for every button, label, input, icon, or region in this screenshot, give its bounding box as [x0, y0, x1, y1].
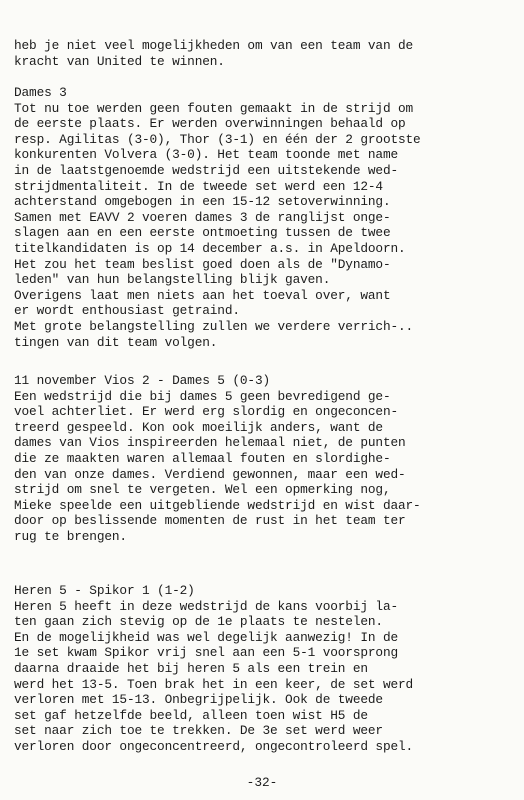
- text-line: Het zou het team beslist goed doen als de "Dynamo-: [14, 256, 391, 272]
- text-line: Heren 5 heeft in deze wedstrijd de kans voorbij la-: [14, 598, 398, 614]
- section-heading: Heren 5 - Spikor 1 (1-2): [14, 583, 195, 598]
- text-line: achterstand omgebogen in een 15-12 setoverwinning.: [14, 194, 391, 210]
- text-line: leden" van hun belangstelling blijk gaven.: [14, 272, 331, 288]
- text-line: Samen met EAVV 2 voeren dames 3 de ranglijst onge-: [14, 209, 391, 225]
- section-heading: Dames 3: [14, 85, 67, 100]
- text-line: kracht van United te winnen.: [14, 53, 225, 69]
- text-line: Tot nu toe werden geen fouten gemaakt in de strijd om: [14, 100, 414, 116]
- text-line: rug te brengen.: [14, 528, 127, 544]
- text-line: En de mogelijkheid was wel degelijk aanwezig! In de: [14, 629, 398, 645]
- text-line: Mieke speelde een uitgebliende wedstrijd en wist daar-: [14, 497, 421, 513]
- text-line: set gaf hetzelfde beeld, alleen toen wist H5 de: [14, 707, 368, 723]
- text-line: set naar zich toe te trekken. De 3e set werd weer: [14, 723, 383, 739]
- section-heading: 11 november Vios 2 - Dames 5 (0-3): [14, 373, 270, 388]
- text-line: de eerste plaats. Er werden overwinningen behaald op: [14, 116, 406, 132]
- text-line: slagen aan en een eerste ontmoeting tussen de twee: [14, 225, 391, 241]
- text-line: in de laatstgenoemde wedstrijd een uitstekende wed-: [14, 162, 398, 178]
- text-line: Overigens laat men niets aan het toeval over, want: [14, 287, 391, 303]
- text-line: verloren door ongeconcentreerd, ongecontroleerd spel.: [14, 738, 414, 754]
- text-line: den van onze dames. Verdiend gewonnen, maar een wed-: [14, 466, 406, 482]
- text-line: konkurenten Volvera (3-0). Het team toonde met name: [14, 147, 398, 163]
- text-line: voel achterliet. Er werd erg slordig en ongeconcen-: [14, 404, 398, 420]
- text-line: daarna draaide het bij heren 5 als een trein en: [14, 660, 368, 676]
- page-number: -32-: [246, 775, 278, 790]
- text-line: verloren met 15-13. Onbegrijpelijk. Ook de tweede: [14, 692, 383, 708]
- text-line: ten gaan zich stevig op de 1e plaats te nestelen.: [14, 614, 383, 630]
- text-line: Met grote belangstelling zullen we verdere verrich-..: [14, 318, 414, 334]
- section-vios-dames-5: [14, 373, 514, 545]
- text-line: er wordt enthousiast getraind.: [14, 303, 240, 319]
- text-line: titelkandidaten is op 14 december a.s. in Apeldoorn.: [14, 240, 406, 256]
- text-line: tingen van dit team volgen.: [14, 334, 218, 350]
- intro-paragraph: [14, 38, 514, 69]
- text-line: 1e set kwam Spikor vrij snel aan een 5-1 voorsprong: [14, 645, 398, 661]
- text-line: resp. Agilitas (3-0), Thor (3-1) en één der 2 grootste: [14, 131, 421, 147]
- text-line: strijd om snel te vergeten. Wel een opmerking nog,: [14, 482, 391, 498]
- text-line: dames van Vios inspireerden helemaal niet, de punten: [14, 435, 406, 451]
- section-heren-5: [14, 583, 514, 755]
- text-line: Een wedstrijd die bij dames 5 geen bevredigend ge-: [14, 388, 391, 404]
- text-line: door op beslissende momenten de rust in het team ter: [14, 513, 406, 529]
- text-line: strijdmentaliteit. In de tweede set werd een 12-4: [14, 178, 383, 194]
- text-line: werd het 13-5. Toen brak het in een keer, de set werd: [14, 676, 414, 692]
- text-line: treerd gespeeld. Kon ook moeilijk anders, want de: [14, 419, 383, 435]
- section-dames-3: [14, 85, 514, 350]
- text-line: die ze maakten waren allemaal fouten en slordighe-: [14, 450, 391, 466]
- text-line: heb je niet veel mogelijkheden om van een team van de: [14, 38, 414, 53]
